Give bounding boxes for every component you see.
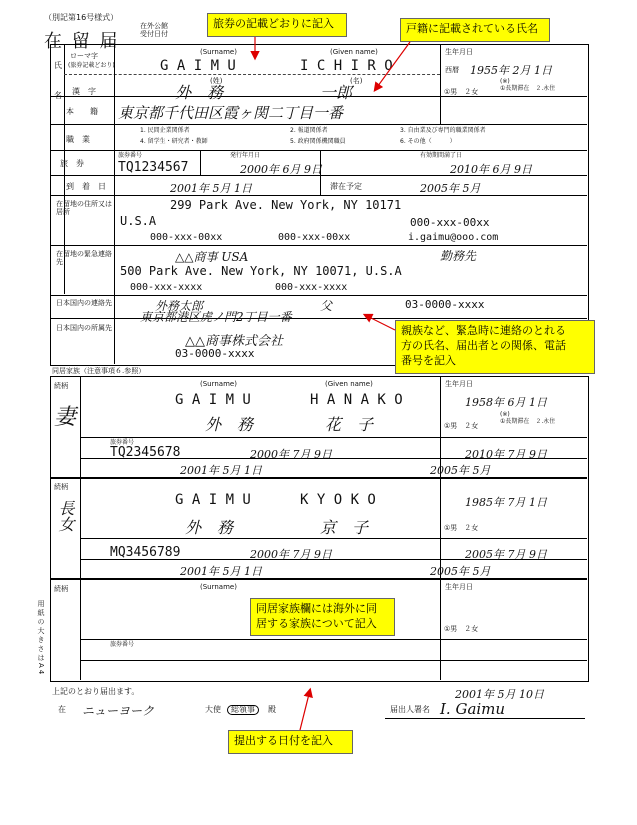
footer-city[interactable]: ニューヨーク [82,704,155,718]
name-label: 氏 [54,61,62,70]
job-option-5: 5. 政府関係機関職員 [290,138,346,145]
passport-row-label: 旅 券 [60,159,84,168]
family-1-planned[interactable]: 2005年 5月 [430,464,491,477]
stay-label: (※) ①長期滞在 ２.永住 [500,78,556,92]
ambassador-label: 大使 [205,705,221,714]
company-name[interactable]: △△商事 USA [175,250,249,264]
callout-emergency: 親族など、緊急時に連絡のとれる 方の氏名、届出者との関係、電話 番号を記入 [395,320,595,374]
family-2-dob[interactable]: 1985年 7月 1日 [465,496,547,509]
family-1-issue[interactable]: 2000年 7月 9日 [250,448,332,461]
relation-label-1: 続柄 [54,382,68,390]
given-header: (Given name) [330,48,378,56]
family-2-passport[interactable]: MQ3456789 [110,545,181,560]
applicant-planned[interactable]: 2005年 5月 [420,182,481,195]
family-1-passport[interactable]: TQ2345678 [110,445,181,460]
job-label: 職 業 [66,135,90,144]
paper-size-note: 用紙の大きさはA4 [37,600,45,677]
passport-no-label: 旅券番号 [118,152,143,159]
domestic-org-label: 日本国内の所属先 [56,324,112,332]
family-2-expiry[interactable]: 2005年 7月 9日 [465,548,547,561]
company-address[interactable]: 500 Park Ave. New York, NY 10071, U.S.A [120,264,402,278]
contact-relation[interactable]: 父 [320,299,333,313]
relation-label-3: 続柄 [54,585,68,593]
family-1-given-roman[interactable]: H A N A K O [310,392,403,408]
applicant-honseki[interactable]: 東京都千代田区霞ヶ関二丁目一番 [118,104,344,122]
domestic-contact-label: 日本国内の連絡先 [56,299,112,307]
name-label-2: 名 [54,91,62,100]
arrow-koseki [375,42,410,90]
applicant-dob[interactable]: 1955年 2月 1日 [470,64,552,77]
family-1-given-kanji[interactable]: 花 子 [325,415,374,434]
form-title: 在 留 届 [44,31,120,52]
family-2-arrival[interactable]: 2001年 5月 1日 [180,565,262,578]
reporter-label: 届出人署名 [390,705,430,714]
report-text: 上記のとおり届出ます。 [52,687,140,696]
arrival-label: 到 着 日 [66,182,106,191]
seireki-label: 西暦 [445,66,459,74]
f1-sex: ①男 ２女 [444,422,479,430]
applicant-surname-kanji[interactable]: 外 務 [175,83,224,102]
applicant-email[interactable]: i.gaimu@ooo.com [408,232,499,243]
office-stamp-label: 在外公館 受付日付 [140,22,168,38]
family-1-surname-roman[interactable]: G A I M U [175,392,251,408]
honseki-label: 本 籍 [66,107,98,116]
company-position[interactable]: 勤務先 [440,249,477,263]
sex-label: ①男 ２女 [444,88,479,96]
f1-dob-label: 生年月日 [445,380,473,388]
job-option-3: 3. 自由業及び専門的職業関係者 [400,127,486,134]
expiry-label: 有効期間満了日 [420,152,463,159]
signature[interactable]: I. Gaimu [440,700,506,718]
org-name[interactable]: △△商事株式会社 [185,334,283,349]
family-2-surname-roman[interactable]: G A I M U [175,492,251,508]
applicant-mobile[interactable]: 000-xxx-00xx [150,232,223,243]
job-option-6: 6. その他（ ） [400,138,456,145]
org-tel[interactable]: 03-0000-xxxx [175,347,255,360]
f3-passport-label: 旅券番号 [110,641,135,648]
at-label: 在 [58,705,66,714]
callout-family: 同居家族欄には海外に同 居する家族について記入 [250,598,395,636]
footer-date[interactable]: 2001年 5月 10日 [455,688,544,701]
job-option-2: 2. 報道関係者 [290,127,328,134]
job-option-4: 4. 留学生・研究者・教師 [140,138,208,145]
applicant-given-kanji[interactable]: 一郎 [320,83,353,102]
applicant-country[interactable]: U.S.A [120,214,157,228]
emergency-section-label: 在留地の緊急連絡先 [56,250,112,266]
applicant-address[interactable]: 299 Park Ave. New York, NY 10171 [170,198,402,212]
applicant-fax[interactable]: 000-xxx-00xx [278,232,351,243]
company-tel[interactable]: 000-xxx-xxxx [130,282,203,293]
consul-label: 総領事 [227,705,259,715]
family-1-dob[interactable]: 1958年 6月 1日 [465,396,547,409]
address-section-label: 在留地の住所又は居所 [56,200,112,216]
family-2-given-roman[interactable]: K Y O K O [300,492,376,508]
family-header: 同居家族（注意事項６.参照） [52,367,146,375]
applicant-tel[interactable]: 000-xxx-00xx [410,216,490,229]
callout-passport: 旅券の記載どおりに記入 [207,13,347,37]
surname-header: (Surname) [200,48,237,56]
f1-stay: (※) ①長期滞在 ２.永住 [500,411,556,425]
company-fax[interactable]: 000-xxx-xxxx [275,282,348,293]
mei-header: (名) [350,77,363,85]
callout-koseki: 戸籍に記載されている氏名 [400,18,550,42]
planned-label: 滞在予定 [330,182,362,191]
sei-header: (姓) [210,77,223,85]
arrow-emergency [365,315,395,330]
family-2-planned[interactable]: 2005年 5月 [430,565,491,578]
roman-label: ローマ字 [70,52,98,60]
issue-label: 発行年月日 [230,152,261,159]
family-1-arrival[interactable]: 2001年 5月 1日 [180,464,262,477]
form-number: （別記第16号様式） [44,13,119,22]
family-2-surname-kanji[interactable]: 外 務 [185,518,234,537]
applicant-given-roman[interactable]: I C H I R O [300,58,393,74]
f3-sex: ①男 ２女 [444,625,479,633]
applicant-surname-roman[interactable]: G A I M U [160,58,236,74]
family-1-expiry[interactable]: 2010年 7月 9日 [465,448,547,461]
dono-label: 殿 [268,705,276,714]
relation-label-2: 続柄 [54,483,68,491]
f1-passport-label: 旅券番号 [110,439,135,446]
contact-tel[interactable]: 03-0000-xxxx [405,298,485,311]
contact-name[interactable]: 外務太郎 [155,299,204,313]
family-2-given-kanji[interactable]: 京 子 [320,518,369,537]
family-1-surname-kanji[interactable]: 外 務 [205,415,254,434]
applicant-expiry[interactable]: 2010年 6月 9日 [450,163,532,176]
family-2-relation[interactable]: 長女 [56,500,75,532]
f1-given-header: (Given name) [325,380,373,388]
family-1-relation[interactable]: 妻 [54,405,77,430]
arrow-date [300,690,310,730]
f2-sex: ①男 ２女 [444,524,479,532]
callout-date: 提出する日付を記入 [228,730,353,754]
contact-address[interactable]: 東京都港区虎ノ門2丁目一番 [140,310,292,324]
dob-label: 生年月日 [445,48,473,56]
kanji-label: 漢 字 [72,87,96,96]
job-option-1: 1. 民間企業関係者 [140,127,190,134]
applicant-issue[interactable]: 2000年 6月 9日 [240,163,322,176]
applicant-arrival[interactable]: 2001年 5月 1日 [170,182,252,195]
family-2-issue[interactable]: 2000年 7月 9日 [250,548,332,561]
roman-note: (旅券記載どおり) [68,62,115,69]
f3-dob-label: 生年月日 [445,583,473,591]
f1-surname-header: (Surname) [200,380,237,388]
applicant-passport-no[interactable]: TQ1234567 [118,160,189,175]
f3-surname-header: (Surname) [200,583,237,591]
